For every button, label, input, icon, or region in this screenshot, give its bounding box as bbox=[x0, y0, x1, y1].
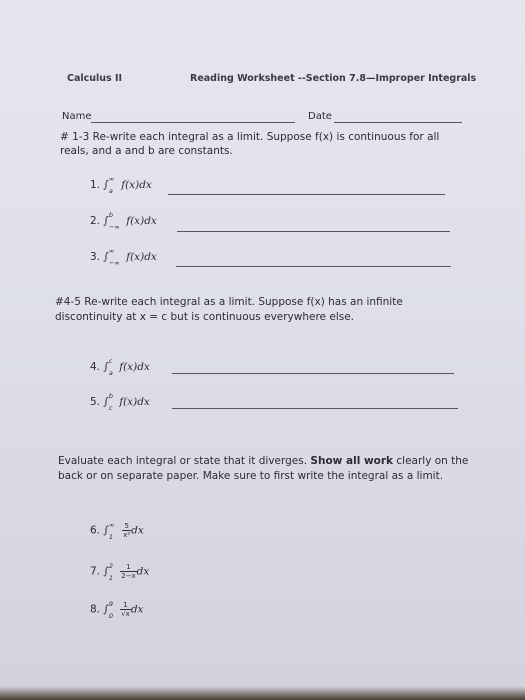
item-5: 5. ∫ b c f(x)dx bbox=[90, 392, 150, 412]
upper-limit: b bbox=[108, 211, 113, 219]
item-number: 4. bbox=[90, 361, 101, 373]
numerator: 1 bbox=[120, 601, 131, 610]
item-number: 6. bbox=[90, 524, 101, 537]
item-number: 5. bbox=[90, 396, 101, 408]
section1-instruction-2: reals, and a and b are constants. bbox=[60, 145, 233, 157]
item-2: 2. ∫ b −∞ f(x)dx bbox=[90, 211, 157, 231]
lower-limit: 1 bbox=[108, 532, 113, 541]
item-1: 1. ∫ ∞ a f(x)dx bbox=[90, 175, 152, 195]
integrand: f(x)dx bbox=[119, 361, 150, 373]
section2-instruction-1: #4-5 Re-write each integral as a limit. Suppose f(x) has an infinite bbox=[55, 296, 403, 308]
denominator: x² bbox=[123, 531, 131, 539]
name-label: Name bbox=[62, 111, 92, 122]
item-6: 6. ∫ ∞ 1 $\frac{5}{\text{x²}}$ dx bbox=[90, 520, 144, 541]
integrand: f(x)dx bbox=[121, 179, 152, 191]
upper-limit: c bbox=[108, 357, 113, 365]
numerator: 5 bbox=[122, 522, 131, 531]
item-8: 8. ∫ 9 0 $\frac{1}{√x}$ dx bbox=[90, 599, 144, 620]
upper-limit: ∞ bbox=[108, 175, 115, 183]
lower-limit: 0 bbox=[108, 611, 113, 620]
instruction-emphasis: Show all work bbox=[310, 455, 394, 467]
date-line[interactable] bbox=[334, 122, 462, 123]
lower-limit: a bbox=[108, 187, 113, 195]
lower-limit: c bbox=[108, 404, 113, 412]
lower-limit: −∞ bbox=[108, 259, 120, 267]
upper-limit: ∞ bbox=[108, 247, 115, 255]
differential: dx bbox=[130, 603, 144, 616]
lower-limit: −∞ bbox=[108, 223, 120, 231]
upper-limit: 2 bbox=[108, 561, 113, 570]
integrand: f(x)dx bbox=[126, 215, 157, 227]
integrand: f(x)dx bbox=[126, 251, 157, 263]
name-line[interactable] bbox=[91, 122, 295, 123]
answer-line-2[interactable] bbox=[177, 231, 450, 232]
worksheet-title: Reading Worksheet --Section 7.8—Improper Integrals bbox=[190, 73, 477, 84]
denominator: 2−x bbox=[121, 572, 136, 580]
date-label: Date bbox=[308, 111, 332, 122]
answer-line-3[interactable] bbox=[176, 266, 451, 267]
course-title: Calculus II bbox=[67, 73, 123, 84]
item-4: 4. ∫ c a f(x)dx bbox=[90, 357, 150, 377]
item-number: 2. bbox=[90, 215, 101, 227]
differential: dx bbox=[131, 524, 144, 537]
lower-limit: 1 bbox=[108, 573, 113, 582]
item-number: 7. bbox=[90, 565, 101, 578]
integrand: f(x)dx bbox=[119, 396, 150, 408]
section3-instruction-2: back or on separate paper. Make sure to first write the integral as a limit. bbox=[58, 470, 444, 482]
numerator: 1 bbox=[120, 563, 136, 572]
item-number: 8. bbox=[90, 603, 101, 616]
answer-line-4[interactable] bbox=[172, 373, 454, 374]
fraction bbox=[122, 522, 131, 539]
fraction bbox=[120, 563, 136, 580]
instruction-text: Evaluate each integral or state that it diverges. bbox=[58, 455, 308, 467]
item-3: 3. ∫ ∞ −∞ f(x)dx bbox=[90, 247, 157, 267]
upper-limit: b bbox=[108, 392, 113, 400]
section3-instruction-1 bbox=[58, 455, 468, 467]
denominator: √x bbox=[121, 610, 130, 618]
section2-instruction-2: discontinuity at x = c but is continuous everywhere else. bbox=[55, 311, 354, 323]
fraction bbox=[120, 601, 131, 618]
answer-line-5[interactable] bbox=[172, 408, 458, 409]
item-number: 1. bbox=[90, 179, 101, 191]
instruction-text: clearly on the bbox=[396, 455, 469, 467]
item-number: 3. bbox=[90, 251, 101, 263]
differential: dx bbox=[136, 565, 150, 578]
section1-instruction-1: # 1-3 Re-write each integral as a limit. Suppose f(x) is continuous for all bbox=[60, 131, 440, 143]
lower-limit: a bbox=[108, 369, 113, 377]
item-7: 7. ∫ 2 1 $\frac{1}{2-x}$ dx bbox=[90, 561, 150, 582]
upper-limit: 9 bbox=[108, 599, 113, 608]
answer-line-1[interactable] bbox=[168, 194, 445, 195]
desk-edge bbox=[0, 686, 525, 700]
upper-limit: ∞ bbox=[108, 520, 115, 529]
